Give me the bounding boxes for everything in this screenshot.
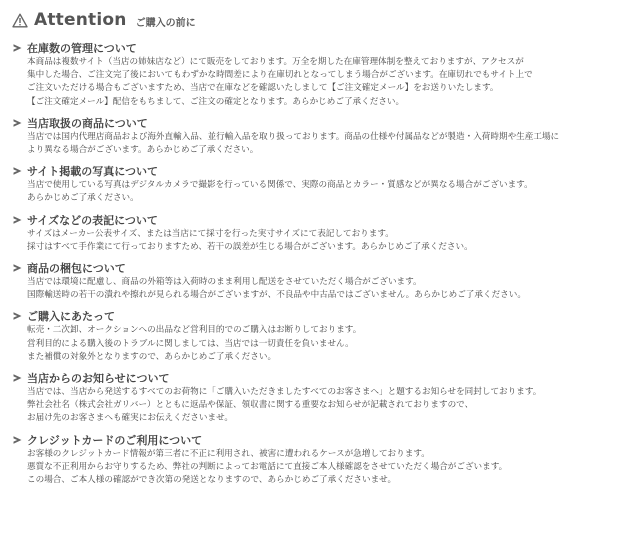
section-body — [12, 179, 630, 205]
section-text-line: より異なる場合がございます。あらかじめご了承ください。 — [27, 145, 259, 156]
chevron-right-icon — [12, 311, 23, 321]
page-subtitle: ご購入の前に — [135, 18, 196, 29]
notice-section — [12, 370, 630, 426]
section-heading — [12, 370, 630, 386]
section-heading — [12, 212, 630, 228]
section-heading — [12, 163, 630, 179]
notice-section — [12, 40, 630, 109]
notice-section — [12, 212, 630, 254]
section-text-line: 当店では環境に配慮し、商品の外箱等は入荷時のまま利用し配送をさせていただく場合がございます。 — [27, 277, 422, 288]
section-text-line: 国際輸送時の若干の潰れや擦れが見られる場合がございますが、不良品や中古品ではございません。あらかじめご了承ください。 — [27, 290, 526, 301]
section-title: サイト掲載の写真について — [27, 165, 159, 179]
notice-section — [12, 115, 630, 157]
section-title: クレジットカードのご利用について — [27, 433, 203, 447]
section-body — [12, 131, 630, 157]
section-text-line: あらかじめご了承ください。 — [27, 193, 139, 204]
section-title: 商品の梱包について — [27, 262, 126, 276]
notice-section — [12, 308, 630, 364]
section-title: サイズなどの表記について — [27, 213, 158, 227]
section-text-line: 採寸はすべて手作業にて行っておりますため、若干の誤差が生じる場合がございます。あらかじめご了承ください。 — [27, 241, 473, 252]
section-text-line: 当店で使用している写真はデジタルカメラで撮影を行っている関係で、実際の商品とカラー・質感などが異なる場合がございます。 — [27, 180, 533, 191]
section-text-line: 本商品は複数サイト（当店の姉妹店など）にて販売をしております。万全を期した在庫管理体制を整えておりますが、アクセスが — [27, 57, 524, 67]
notice-section — [12, 260, 630, 302]
section-body — [12, 276, 630, 302]
section-text-line: 【ご注文確定メール】配信をもちまして、ご注文の確定となります。あらかじめご了承ください。 — [27, 96, 405, 107]
section-text-line: 当店では、当店から発送するすべてのお荷物に「ご購入いただきましたすべてのお客さまへ」と題するお知らせを同封しております。 — [27, 387, 542, 398]
section-body — [12, 448, 630, 488]
section-text-line: 弊社会社名（株式会社ガリバー）とともに返品や保証、領収書に関する重要なお知らせが記載されておりますので、 — [27, 400, 474, 411]
chevron-right-icon — [12, 118, 23, 128]
chevron-right-icon — [12, 166, 23, 176]
section-text-line: お客様のクレジットカード情報が第三者に不正に利用され、被害に遭われるケースが急増しております。 — [27, 448, 430, 459]
section-text-line: 集中した場合、ご注文完了後においてもわずかな時間差により在庫切れとなってしまう場合がございます。在庫切れでもサイト上で — [27, 70, 533, 81]
notice-section — [12, 432, 630, 488]
section-title: 当店からのお知らせについて — [27, 372, 170, 386]
section-body — [12, 324, 630, 364]
section-body — [12, 228, 630, 254]
section-text-line: お届け先のお客さまへも確実にお伝えくださいませ。 — [27, 413, 233, 424]
section-heading — [12, 260, 630, 276]
section-text-line: サイズはメーカー公表サイズ、または当店にて採寸を行った実寸サイズにて表記しております。 — [27, 228, 394, 239]
chevron-right-icon — [12, 43, 23, 53]
section-heading — [12, 115, 630, 131]
chevron-right-icon — [12, 263, 23, 273]
section-body — [12, 56, 630, 109]
section-title: 在庫数の管理について — [27, 42, 137, 55]
section-text-line: ご注文いただける場合もございますため、当店で在庫などを確認いたしまして【ご注文確定メール】をお送りいたします。 — [27, 83, 499, 94]
section-body — [12, 386, 630, 426]
section-text-line: 当店では国内代理店商品および海外直輸入品、並行輸入品を取り扱っております。商品の仕様や付属品などが製造・入荷時期や生産工場に — [27, 131, 560, 142]
section-heading — [12, 308, 630, 324]
page-title: Attention — [34, 10, 127, 30]
section-title: 当店取扱の商品について — [27, 116, 148, 130]
section-text-line: また補償の対象外となりますので、あらかじめご了承ください。 — [27, 351, 277, 362]
chevron-right-icon — [12, 215, 23, 225]
section-heading — [12, 40, 630, 56]
section-text-line: この場合、ご本人様の確認ができ次第の発送となりますので、あらかじめご了承くださいませ。 — [27, 475, 397, 486]
section-title: ご購入にあたって — [27, 310, 115, 324]
chevron-right-icon — [12, 435, 23, 445]
section-heading — [12, 432, 630, 448]
section-text-line: 営利目的による購入後のトラブルに関しましては、当店では一切責任を負いません。 — [27, 338, 354, 349]
section-text-line: 悪質な不正利用からお守りするため、弊社の判断によってお電話にて直接ご本人様確認をさせていただく場合がございます。 — [27, 461, 508, 472]
notice-section — [12, 163, 630, 205]
section-text-line: 転売・二次卸、オークションへの出品など営利目的でのご購入はお断りしております。 — [27, 325, 362, 336]
attention-header — [12, 8, 630, 32]
chevron-right-icon — [12, 373, 23, 383]
notice-sections — [12, 40, 630, 487]
warning-triangle-icon — [12, 13, 28, 28]
